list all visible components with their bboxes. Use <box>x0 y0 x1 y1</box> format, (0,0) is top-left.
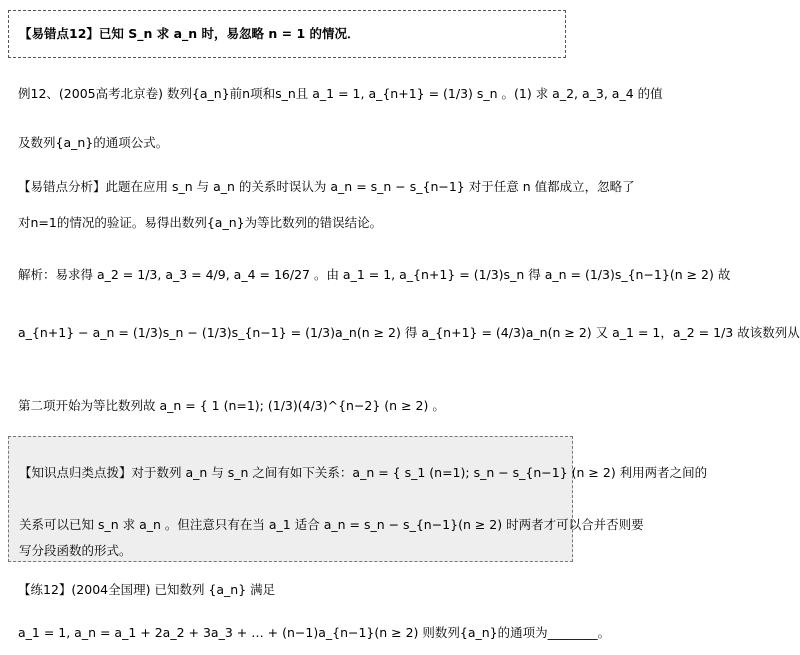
knowledge-line-3: 写分段函数的形式。 <box>19 543 132 558</box>
knowledge-box <box>8 436 708 562</box>
tip-box <box>8 10 566 58</box>
tip-text: 【易错点12】已知 S_n 求 a_n 时，易忽略 n = 1 的情况． <box>19 26 360 41</box>
exercise-line-1: 【练12】(2004全国理) 已知数列 {a_n} 满足 <box>18 582 276 597</box>
solution-line-1: 解析：易求得 a_2 = 1/3, a_3 = 4/9, a_4 = 16/27 。由 a_1 = 1, a_{n+1} = (1/3)s_n 得 a_n = (1/3)s_{n−1}(n ≥ 2) 故 <box>18 267 731 282</box>
solution-line-2: a_{n+1} − a_n = (1/3)s_n − (1/3)s_{n−1} = (1/3)a_n(n ≥ 2) 得 a_{n+1} = (4/3)a_n(n ≥ 2) 又 a_1 = 1，a_2 = 1/3 故该数列从 <box>18 325 800 340</box>
exercise-line-2: a_1 = 1, a_n = a_1 + 2a_2 + 3a_3 + … + (n−1)a_{n−1}(n ≥ 2) 则数列{a_n}的通项为________。 <box>18 625 611 640</box>
analysis-line-2: 对n=1的情况的验证。易得出数列{a_n}为等比数列的错误结论。 <box>18 215 383 230</box>
example-line-1: 例12、(2005高考北京卷) 数列{a_n}前n项和s_n且 a_1 = 1, a_{n+1} = (1/3) s_n 。(1) 求 a_2, a_3, a_4 的值 <box>18 86 663 101</box>
analysis-line-1: 【易错点分析】此题在应用 s_n 与 a_n 的关系时误认为 a_n = s_n − s_{n−1} 对于任意 n 值都成立，忽略了 <box>18 179 635 194</box>
knowledge-line-2: 关系可以已知 s_n 求 a_n 。但注意只有在当 a_1 适合 a_n = s_n − s_{n−1}(n ≥ 2) 时两者才可以合并否则要 <box>19 517 644 532</box>
example-line-2: 及数列{a_n}的通项公式。 <box>18 135 169 150</box>
knowledge-line-1: 【知识点归类点拨】对于数列 a_n 与 s_n 之间有如下关系：a_n = { s_1 (n=1); s_n − s_{n−1} (n ≥ 2) 利用两者之间的 <box>19 465 708 480</box>
solution-line-3: 第二项开始为等比数列故 a_n = { 1 (n=1); (1/3)(4/3)^{n−2} (n ≥ 2) 。 <box>18 398 445 413</box>
